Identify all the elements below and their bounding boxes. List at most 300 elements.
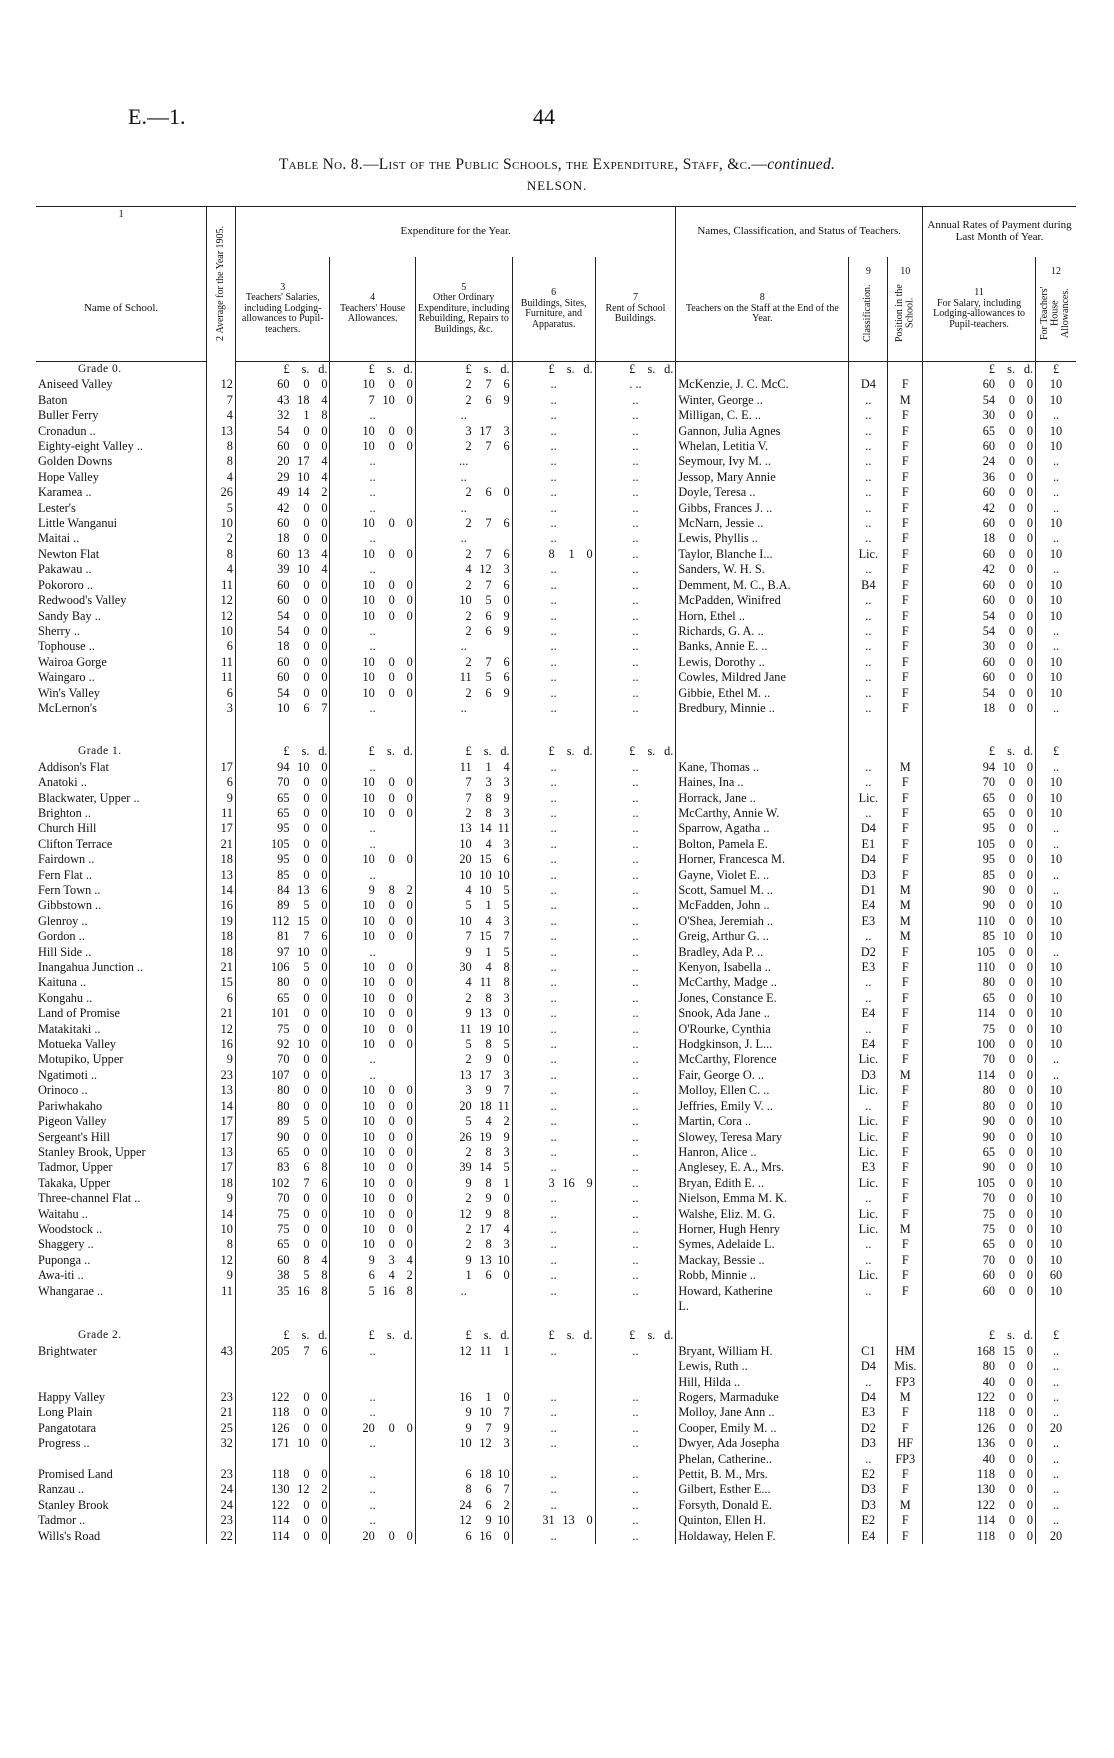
average-attendance: 43: [207, 1344, 236, 1359]
buildings-amount: ..: [512, 1037, 595, 1052]
buildings-amount: ..: [512, 1421, 595, 1436]
other-expenditure-amount-d: 6: [503, 546, 510, 561]
other-expenditure-amount-d: 7: [503, 1083, 510, 1098]
house-allowance-amount-value: [332, 1006, 412, 1021]
classification: ..: [849, 593, 888, 608]
house-allowance-amount-s: 0: [388, 377, 395, 392]
salary-rate-p: 118: [977, 1528, 996, 1543]
average-attendance: [207, 1299, 236, 1314]
house-allowance-amount-d: 0: [406, 1160, 413, 1175]
salaries-amount-value: [238, 531, 328, 546]
salary-rate-value: [925, 791, 1033, 806]
rent-amount: ..: [595, 821, 676, 836]
salary-rate-s: 0: [1008, 975, 1016, 990]
salary-rate-p: 60: [982, 593, 996, 608]
other-expenditure-amount-p: 12: [459, 1206, 472, 1221]
salaries-amount-s: 0: [303, 1206, 310, 1221]
house-allowance-amount-value: [332, 393, 412, 408]
salary-rate: [923, 1037, 1036, 1052]
classification: D3: [849, 1068, 888, 1083]
other-expenditure-amount: [415, 1405, 512, 1420]
teacher-name: Bryant, William H.: [676, 1344, 849, 1359]
salaries-amount-p: 97: [277, 944, 290, 959]
table-row: [36, 1145, 1076, 1160]
table-row: [36, 806, 1076, 821]
salaries-amount-d: 0: [321, 1037, 328, 1052]
salary-rate-s: 0: [1008, 913, 1016, 928]
salary-rate: [923, 868, 1036, 883]
average-attendance: 23: [207, 1513, 236, 1528]
salary-rate-d: 0: [1026, 485, 1034, 500]
col-expenditure-header: Expenditure for the Year.: [235, 207, 675, 258]
school-name: [36, 1375, 207, 1390]
classification: ..: [849, 701, 888, 716]
house-allowance-amount: [330, 914, 415, 929]
salaries-amount-s: 5: [303, 898, 310, 913]
other-expenditure-amount-value: [418, 1529, 510, 1544]
teacher-name: Bredbury, Minnie ..: [676, 701, 849, 716]
salaries-amount-d: 0: [321, 577, 328, 592]
salary-rate-p: 168: [976, 1343, 996, 1358]
salary-rate-p: 126: [976, 1420, 996, 1435]
house-allowance-amount: [330, 516, 415, 531]
teacher-name: Holdaway, Helen F.: [676, 1529, 849, 1544]
unit-header-rent: [595, 1328, 676, 1343]
buildings-amount: ..: [512, 609, 595, 624]
table-row: [36, 531, 1076, 546]
salary-rate-d: 0: [1026, 1528, 1034, 1543]
other-expenditure-amount-s: 7: [485, 577, 492, 592]
salary-rate-d: 0: [1026, 1052, 1034, 1067]
salary-rate-value: [925, 562, 1033, 577]
salaries-amount: [235, 377, 330, 392]
other-expenditure-amount-p: 9: [465, 944, 472, 959]
other-expenditure-amount: [415, 1237, 512, 1252]
other-expenditure-amount: [415, 852, 512, 867]
house-rate: 10: [1036, 914, 1076, 929]
salaries-amount-s: 0: [303, 1083, 310, 1098]
other-expenditure-amount-value: [418, 655, 510, 670]
other-expenditure-amount: ..: [415, 531, 512, 546]
salaries-amount-d: 0: [321, 1098, 328, 1113]
house-allowance-amount: ..: [330, 531, 415, 546]
house-allowance-amount-s: 0: [388, 1144, 395, 1159]
other-expenditure-amount-p: 2: [465, 1052, 472, 1067]
buildings-amount: ..: [512, 945, 595, 960]
salaries-amount-d: 0: [321, 1006, 328, 1021]
salary-rate-value: [925, 914, 1033, 929]
other-expenditure-amount-s: 8: [485, 790, 492, 805]
school-name: Baton: [38, 392, 68, 407]
salary-rate-value: [925, 1207, 1033, 1222]
average-attendance: 18: [207, 945, 236, 960]
unit-header-house-s: s.: [386, 744, 395, 759]
salaries-amount-value: [238, 547, 328, 562]
house-allowance-amount-value: [332, 686, 412, 701]
table-row: [36, 1130, 1076, 1145]
house-rate: 20: [1036, 1529, 1076, 1544]
spacer-cell: [415, 1314, 512, 1328]
salaries-amount: [235, 898, 330, 913]
house-allowance-amount: [330, 883, 415, 898]
house-allowance-amount-s: 0: [388, 654, 395, 669]
house-allowance-amount-value: [332, 852, 412, 867]
house-allowance-amount: [330, 1284, 415, 1299]
unit-header-rate-s: s.: [1007, 1328, 1016, 1343]
other-expenditure-amount-s: 3: [485, 775, 492, 790]
classification: Lic.: [849, 791, 888, 806]
classification: E2: [849, 1467, 888, 1482]
other-expenditure-amount-p: 2: [465, 1144, 472, 1159]
buildings-amount: ..: [512, 516, 595, 531]
classification: E3: [849, 914, 888, 929]
salaries-amount-value: [238, 1390, 328, 1405]
position: F: [888, 852, 923, 867]
house-allowance-amount-value: [332, 883, 412, 898]
salaries-amount-s: 10: [297, 1037, 310, 1052]
position: F: [888, 1207, 923, 1222]
average-attendance: 4: [207, 408, 236, 423]
other-expenditure-amount-p: 10: [459, 913, 472, 928]
other-expenditure-amount-s: 7: [485, 377, 492, 392]
salary-rate-value: [925, 1498, 1033, 1513]
house-allowance-amount: [330, 609, 415, 624]
salaries-amount-d: 0: [321, 1237, 328, 1252]
school-name: McLernon's: [38, 700, 97, 715]
salaries-amount-value: [238, 1114, 328, 1129]
col-house-header: 4 Teachers' House Allowances.: [330, 257, 415, 362]
classification: B4: [849, 578, 888, 593]
house-allowance-amount-d: 0: [406, 1237, 413, 1252]
school-name: Wills's Road: [38, 1528, 101, 1543]
document-code: E.—1.: [128, 104, 186, 129]
salary-rate: [923, 929, 1036, 944]
buildings-amount: [512, 1452, 595, 1467]
school-name: Tadmor ..: [38, 1513, 86, 1528]
house-allowance-amount-p: 10: [362, 377, 375, 392]
house-allowance-amount-value: [332, 670, 412, 685]
other-expenditure-amount: [415, 393, 512, 408]
table-title: Table No. 8.—List of the Public Schools, the Expenditure, Staff, &c.—continued.: [278, 156, 836, 173]
unit-header-other-p: £: [465, 744, 472, 759]
salaries-amount-p: 171: [271, 1436, 290, 1451]
other-expenditure-amount-value: [418, 624, 510, 639]
house-allowance-amount-p: 10: [362, 1206, 375, 1221]
unit-header-house: [330, 744, 415, 759]
rent-amount: ..: [595, 1467, 676, 1482]
position: F: [888, 960, 923, 975]
salaries-amount-s: 0: [303, 1497, 310, 1512]
salary-rate: [923, 501, 1036, 516]
school-name: Matakitaki ..: [38, 1021, 101, 1036]
salary-rate-p: 90: [982, 883, 996, 897]
salary-rate: [923, 1160, 1036, 1175]
salaries-amount-value: [238, 562, 328, 577]
house-allowance-amount-d: 0: [406, 960, 413, 975]
rent-amount: ..: [595, 1176, 676, 1191]
average-attendance: 4: [207, 470, 236, 485]
salary-rate-d: 0: [1026, 1283, 1034, 1298]
salary-rate-d: 0: [1026, 670, 1034, 685]
rent-amount: ..: [595, 1037, 676, 1052]
average-attendance: 23: [207, 1467, 236, 1482]
salary-rate-d: 0: [1026, 1451, 1034, 1466]
average-attendance: 6: [207, 991, 236, 1006]
average-attendance: 9: [207, 1191, 236, 1206]
spacer-cell: [676, 1314, 849, 1328]
salary-rate-p: 85: [982, 867, 996, 882]
salary-rate-d: 0: [1026, 805, 1034, 820]
other-expenditure-amount: [415, 624, 512, 639]
house-allowance-amount-s: 0: [388, 852, 395, 867]
salaries-amount: [235, 670, 330, 685]
other-expenditure-amount-s: 18: [479, 1098, 492, 1113]
position: M: [888, 1390, 923, 1405]
salaries-amount-s: 0: [303, 654, 310, 669]
salary-rate: [923, 1083, 1036, 1098]
salaries-amount-d: 0: [321, 805, 328, 820]
salary-rate-d: 0: [1026, 1497, 1034, 1512]
salaries-amount-p: 80: [277, 1098, 290, 1113]
other-expenditure-amount: [415, 1375, 512, 1390]
house-allowance-amount-d: 0: [406, 898, 413, 913]
average-attendance: 16: [207, 1037, 236, 1052]
school-name: Brighton ..: [38, 805, 91, 820]
other-expenditure-amount-value: [418, 1513, 510, 1528]
col-position-header: 10 Position in the School.: [888, 257, 923, 362]
salaries-amount-p: 75: [277, 1021, 290, 1036]
house-allowance-amount-s: 0: [388, 990, 395, 1005]
salary-rate-p: 80: [982, 1083, 996, 1098]
col-other-header: 5 Other Ordinary Expenditure, including Rebuilding, Repairs to Buildings, &c.: [415, 257, 512, 362]
other-expenditure-amount-s: 4: [485, 1114, 492, 1129]
unit-header-rent: [595, 744, 676, 759]
salaries-amount-p: 89: [277, 1114, 290, 1129]
spacer-cell: [923, 716, 1036, 730]
buildings-amount-value: [515, 547, 593, 562]
buildings-amount: ..: [512, 837, 595, 852]
house-allowance-amount: ..: [330, 1513, 415, 1528]
salary-rate-value: [925, 701, 1033, 716]
buildings-amount: ..: [512, 439, 595, 454]
house-allowance-amount-value: [332, 1176, 412, 1191]
salaries-amount-d: 0: [321, 593, 328, 608]
other-expenditure-amount: [415, 1498, 512, 1513]
other-expenditure-amount: [415, 1191, 512, 1206]
rent-amount: ..: [595, 1513, 676, 1528]
table-row: [36, 1328, 1076, 1343]
salaries-amount-s: 15: [297, 913, 310, 928]
other-expenditure-amount: [415, 945, 512, 960]
salaries-amount-d: 0: [321, 960, 328, 975]
house-allowance-amount-value: [332, 1130, 412, 1145]
salary-rate-s: 0: [1008, 1160, 1016, 1175]
unit-header-other-d: d.: [500, 1328, 510, 1343]
buildings-amount-d: 9: [586, 1175, 593, 1190]
salaries-amount-value: [238, 670, 328, 685]
col-salaries-header: 3 Teachers' Salaries, including Lodging-allowances to Pupil-teachers.: [235, 257, 330, 362]
spacer-cell: [330, 1314, 415, 1328]
buildings-amount: ..: [512, 1068, 595, 1083]
unit-header-bld-p: £: [548, 1328, 555, 1343]
salaries-amount: [235, 501, 330, 516]
other-expenditure-amount-s: 16: [479, 1528, 492, 1543]
salary-rate: [923, 578, 1036, 593]
buildings-amount: ..: [512, 960, 595, 975]
classification: D4: [849, 852, 888, 867]
other-expenditure-amount-d: 0: [503, 1390, 510, 1404]
classification: Lic.: [849, 1207, 888, 1222]
rent-amount: [595, 1299, 676, 1314]
salaries-amount-d: 4: [321, 469, 328, 484]
salaries-amount-p: 35: [277, 1283, 290, 1298]
salaries-amount-p: 102: [271, 1175, 290, 1190]
salaries-amount-s: 16: [297, 1283, 310, 1298]
unit-header-bld: [512, 362, 595, 378]
other-expenditure-amount-value: [418, 485, 510, 500]
position: F: [888, 1145, 923, 1160]
salaries-amount: [235, 393, 330, 408]
salaries-amount-value: [238, 1191, 328, 1206]
house-allowance-amount-s: 0: [388, 685, 395, 700]
salary-rate-s: 0: [1008, 1283, 1016, 1298]
salary-rate-p: 114: [977, 1513, 996, 1528]
table-row: [36, 1375, 1076, 1390]
unit-header-rent-s: s.: [647, 362, 656, 376]
salaries-amount-d: 8: [321, 1283, 328, 1298]
teacher-name: McNarn, Jessie ..: [676, 516, 849, 531]
salary-rate-s: 0: [1008, 546, 1016, 561]
house-allowance-amount-p: 10: [362, 670, 375, 685]
house-allowance-amount-s: 0: [388, 805, 395, 820]
house-rate: 10: [1036, 1006, 1076, 1021]
rent-amount: ..: [595, 1068, 676, 1083]
salary-rate-d: 0: [1026, 577, 1034, 592]
unit-header-sal-d: d.: [318, 1328, 328, 1343]
salaries-amount-d: 0: [321, 516, 328, 531]
table-row: [36, 393, 1076, 408]
other-expenditure-amount-d: 5: [503, 1037, 510, 1052]
other-expenditure-amount-s: 12: [479, 1436, 492, 1451]
house-allowance-amount: [330, 424, 415, 439]
salary-rate: [923, 1022, 1036, 1037]
unit-header-other-p: £: [465, 362, 472, 376]
average-attendance: 3: [207, 701, 236, 716]
table-row: [36, 837, 1076, 852]
salaries-amount-s: 0: [303, 1237, 310, 1252]
salary-rate-p: 60: [982, 377, 996, 392]
salaries-amount-value: [238, 760, 328, 775]
house-allowance-amount-s: 0: [388, 423, 395, 438]
rent-amount: ..: [595, 701, 676, 716]
table-row: [36, 852, 1076, 867]
salaries-amount-p: 10: [277, 700, 290, 715]
salaries-amount-d: 2: [321, 485, 328, 500]
table-row: [36, 1114, 1076, 1129]
salary-rate-s: 0: [1008, 775, 1016, 790]
salaries-amount-value: [238, 578, 328, 593]
house-allowance-amount-d: 0: [406, 805, 413, 820]
table-row: [36, 1390, 1076, 1405]
house-rate: 10: [1036, 686, 1076, 701]
salaries-amount-s: 0: [303, 1144, 310, 1159]
average-attendance: 17: [207, 1130, 236, 1145]
salary-rate: [923, 1284, 1036, 1299]
salaries-amount-value: [238, 439, 328, 454]
house-allowance-amount-d: 0: [406, 1191, 413, 1206]
grade-pos-cell: [888, 744, 923, 759]
average-attendance: 9: [207, 1052, 236, 1067]
salary-rate-value: [925, 470, 1033, 485]
house-rate: ..: [1036, 837, 1076, 852]
school-name: [36, 1359, 207, 1374]
house-allowance-amount-p: 10: [362, 1144, 375, 1159]
house-allowance-amount-value: [332, 1083, 412, 1098]
spacer-cell: [512, 716, 595, 730]
other-expenditure-amount: [415, 1529, 512, 1544]
house-allowance-amount-value: [332, 1022, 412, 1037]
rent-amount: [595, 1375, 676, 1390]
rent-amount: ..: [595, 516, 676, 531]
salary-rate: [923, 914, 1036, 929]
teacher-name: Forsyth, Donald E.: [676, 1498, 849, 1513]
house-rate: ..: [1036, 1405, 1076, 1420]
school-name: Kongahu ..: [38, 990, 93, 1005]
other-expenditure-amount-d: 9: [503, 623, 510, 638]
salaries-amount-value: [238, 624, 328, 639]
other-expenditure-amount: [415, 975, 512, 990]
salary-rate-d: 0: [1026, 990, 1034, 1005]
salaries-amount-p: 130: [271, 1482, 290, 1497]
rent-amount: ..: [595, 670, 676, 685]
other-expenditure-amount-value: [418, 1207, 510, 1222]
salary-rate-d: 0: [1026, 1237, 1034, 1252]
school-name: Brightwater: [38, 1343, 97, 1358]
salaries-amount-s: 10: [297, 759, 310, 774]
classification: ..: [849, 424, 888, 439]
salaries-amount-value: [238, 686, 328, 701]
salary-rate-d: 0: [1026, 392, 1034, 407]
salaries-amount-s: 0: [303, 1221, 310, 1236]
other-expenditure-amount-s: 9: [485, 1083, 492, 1098]
other-expenditure-amount-p: 5: [465, 1037, 472, 1052]
salary-rate: [923, 1191, 1036, 1206]
salary-rate-value: [925, 868, 1033, 883]
house-allowance-amount-d: 0: [406, 1420, 413, 1435]
unit-header-rent-s: s.: [647, 1328, 656, 1343]
salaries-amount: [235, 562, 330, 577]
house-allowance-amount-d: 0: [406, 608, 413, 623]
school-name: Hope Valley: [38, 469, 99, 484]
buildings-amount: ..: [512, 393, 595, 408]
buildings-amount: ..: [512, 470, 595, 485]
salary-rate-p: 65: [982, 805, 996, 820]
table-row: [36, 1436, 1076, 1451]
salaries-amount-value: [238, 868, 328, 883]
school-name: Wairoa Gorge: [38, 654, 107, 669]
classification: Lic.: [849, 1052, 888, 1067]
other-expenditure-amount-d: 3: [503, 836, 510, 851]
house-allowance-amount-d: 0: [406, 516, 413, 531]
salary-rate-s: 0: [1008, 670, 1016, 685]
position: F: [888, 975, 923, 990]
spacer-cell: [36, 730, 207, 744]
salaries-amount-value: [238, 852, 328, 867]
salary-rate-s: 0: [1008, 1390, 1016, 1404]
house-rate: 10: [1036, 1176, 1076, 1191]
other-expenditure-amount-s: 10: [479, 1405, 492, 1420]
other-expenditure-amount-d: 8: [503, 960, 510, 975]
